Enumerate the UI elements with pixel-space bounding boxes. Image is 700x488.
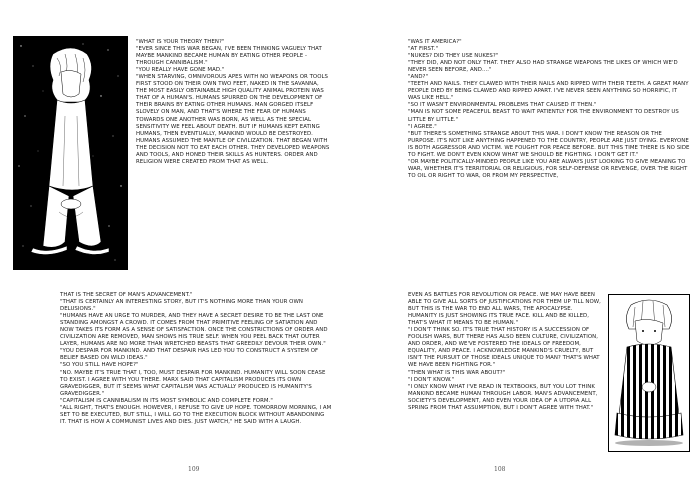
right-lower-text-block xyxy=(408,292,602,412)
paragraph: EVEN AS BATTLES FOR REVOLUTION OR PEACE. WE MAY HAVE BEEN ABLE TO GIVE ALL SORTS OF JUSTIFICATIONS FOR THEM UP TILL NOW, BUT THIS IS THE WAR TO END ALL WARS, THE APOCALYPSE. HUMANITY IS JUST SHOWING ITS TRUE FACE. KILL AND BE KILLED, THAT'S WHAT IT MEANS TO BE HUMAN." xyxy=(408,292,601,327)
paragraph: "AT FIRST." xyxy=(408,46,439,53)
paragraph: "WHAT IS YOUR THEORY THEN?" xyxy=(136,39,225,45)
left-lower-text-block xyxy=(60,292,332,426)
illustration-panel-prisoner xyxy=(608,294,690,452)
paragraph: "ALL RIGHT, THAT'S ENOUGH. HOWEVER, I REFUSE TO GIVE UP HOPE. TOMORROW MORNING, I AM SET TO BE EXECUTED, BUT STILL, I WILL GO TO THE EXECUTION BLOCK WITHOUT ABANDONING IT. THAT IS HOW A COMMUNIST LIVES AND DIES. JUST WATCH," HE SAID WITH A LAUGH. xyxy=(60,404,332,425)
paragraph: "THAT IS CERTAINLY AN INTERESTING STORY, BUT IT'S NOTHING MORE THAN YOUR OWN DELUSIONS." xyxy=(60,299,303,313)
paragraph: "THEN WHAT IS THIS WAR ABOUT?" xyxy=(408,369,506,376)
paragraph: "SO YOU STILL HAVE HOPE?" xyxy=(60,362,139,369)
left-upper-text-block xyxy=(136,39,330,166)
paragraph: "OR MAYBE POLITICALLY-MINDED PEOPLE LIKE YOU ARE ALWAYS JUST LOOKING TO GIVE MEANING TO WAR, WHETHER IT'S TERRITORIAL OR RELIGIOUS, FOR SELF-DEFENSE OR REVENGE, OVER THE RIGHT TO OIL OR RIGHT TO WAR, OR FROM MY PERSPECTIVE, xyxy=(408,158,688,179)
paragraph: "TEETH AND NAILS. THEY CLAWED WITH THEIR NAILS AND RIPPED WITH THEIR TEETH. A GREAT MANY PEOPLE DIED BY BEING CLAWED AND RIPPED APART. I'VE NEVER SEEN ANYTHING SO HORRIFIC, IT WAS LIKE HELL." xyxy=(408,81,689,102)
boy-sitting-illustration xyxy=(13,36,128,270)
paragraph: "I DON'T KNOW." xyxy=(408,376,455,383)
paragraph: "NO. MAYBE IT'S TRUE THAT I, TOO, MUST DESPAIR FOR MANKIND. HUMANITY WILL SOON CEASE TO EXIST. I AGREE WITH YOU THERE. MARX SAID THAT CAPITALISM PRODUCES ITS OWN GRAVEDIGGER, BUT IT SEEMS WHAT CAPITALISM WAS ACTUALLY PRODUCED IS HUMANITY'S GRAVEDIGGER." xyxy=(60,369,326,397)
paragraph: "YOU DESPAIR FOR MANKIND. AND THAT DESPAIR HAS LED YOU TO CONSTRUCT A SYSTEM OF BELIEF BASED ON WILD IDEAS." xyxy=(60,348,319,362)
page-number-right: 108 xyxy=(494,466,506,473)
paragraph: "HUMANS HAVE AN URGE TO MURDER, AND THEY HAVE A SECRET DESIRE TO BE THE LAST ONE STANDING AMONGST A CROWD. IT COMES FROM THAT PRIMITIVE FEELING OF SATIATION AND NOW TAKES ITS FORM AS A SENSE OF SATISFACTION. ONCE THE CONSTRICTIONS OF ORDER AND CIVILIZATION ARE REMOVED, MAN SHOWS HIS TRUE SELF. WHEN YOU PEEL BACK THAT OUTER LAYER, HUMANS ARE NO MORE THAN WRETCHED BEASTS THAT GREEDILY DEVOUR THEIR OWN." xyxy=(60,313,328,348)
prisoner-kneeling-illustration xyxy=(609,295,689,451)
paragraph: "I ONLY KNOW WHAT I'VE READ IN TEXTBOOKS, BUT YOU LOT THINK MANKIND BECAME HUMAN THROUGH LABOR. MAN'S ADVANCEMENT, SOCIETY'S DEVELOPMENT, AND EVEN YOUR IDEA OF A UTOPIA ALL SPRING FROM THAT ASSUMPTION, BUT I DON'T AGREE WITH THAT." xyxy=(408,383,598,411)
paragraph: "EVER SINCE THIS WAR BEGAN, I'VE BEEN THINKING VAGUELY THAT MAYBE MANKIND BECAME HUMAN BY EATING OTHER PEOPLE - THROUGH CANNIBALISM." xyxy=(136,46,322,67)
right-page xyxy=(350,0,700,488)
paragraph: THAT IS THE SECRET OF MAN'S ADVANCEMENT." xyxy=(60,292,193,298)
paragraph: "WHEN STARVING, OMNIVOROUS APES WITH NO WEAPONS OR TOOLS FIRST STOOD ON THEIR OWN TWO FEET, NAKED IN THE SAVANNA, THE MOST EASILY OBTAINABLE HIGH QUALITY ANIMAL PROTEIN WAS THAT OF A HUMAN'S. HUMANS SPURRED ON THE DEVELOPMENT OF THEIR BRAINS BY EATING OTHER HUMANS. MAN GORGED ITSELF SLOVELY ON MAN, AND THAT'S WHERE THE FEAR OF HUMANS TOWARDS ONE ANOTHER WAS BORN, AS WELL AS THE SPECIAL SENSITIVITY WE FEEL ABOUT DEATH. BUT IF HUMANS KEPT EATING HUMANS, THEN EVENTUALLY, MANKIND WOULD BE DESTROYED. HUMANS ASSUMED THE MANTLE OF CIVILIZATION. THAT BEGAN WITH THE DECISION NOT TO EAT EACH OTHER. THEY DEVELOPED WEAPONS AND TOOLS, AND HONED THEIR SKILLS AS HUNTERS. ORDER AND RELIGION WERE CREATED FROM THAT AS WELL. xyxy=(136,74,330,165)
paragraph: "MAN IS NOT SOME PEACEFUL BEAST TO WAIT PATIENTLY FOR THE ENVIRONMENT TO DESTROY US LITTLE BY LITTLE." xyxy=(408,109,679,123)
paragraph: "WAS IT AMERICA?" xyxy=(408,39,462,45)
paragraph: "YOU REALLY HAVE GONE MAD." xyxy=(136,67,225,74)
paragraph: "SO IT WASN'T ENVIRONMENTAL PROBLEMS THAT CAUSED IT THEN." xyxy=(408,102,597,109)
paragraph: "NUKES? DID THEY USE NUKES?" xyxy=(408,53,499,60)
paragraph: "AND?" xyxy=(408,74,428,81)
paragraph: "THEY DID, AND NOT ONLY THAT. THEY ALSO HAD STRANGE WEAPONS THE LIKES OF WHICH WE'D NEVER SEEN BEFORE, AND...." xyxy=(408,60,678,74)
page-number-left: 109 xyxy=(188,466,200,473)
right-upper-text-block xyxy=(408,39,690,180)
paragraph: "CAPITALISM IS CANNIBALISM IN ITS MOST SYMBOLIC AND COMPLETE FORM." xyxy=(60,397,273,404)
paragraph: "I DON'T THINK SO. IT'S TRUE THAT HISTORY IS A SUCCESSION OF FOOLISH WARS, BUT THERE HAS ALSO BEEN CULTURE, CIVILIZATION, AND ORDER, AND WE'VE FOSTERED THE IDEALS OF FREEDOM, EQUALITY, AND PEACE. I ACKNOWLEDGE MANKIND'S CRUELTY, BUT ISN'T THE PURSUIT OF THOSE IDEALS UNIQUE TO MAN? THAT'S WHAT WE HAVE BEEN FIGHTING FOR." xyxy=(408,327,600,369)
illustration-panel-stars xyxy=(13,36,128,270)
paragraph: "BUT THERE'S SOMETHING STRANGE ABOUT THIS WAR. I DON'T KNOW THE REASON OR THE PURPOSE. IT'S NOT LIKE ANYTHING HAPPENED TO THE COUNTRY, PEOPLE ARE JUST DYING. EVERYONE IS BOTH AGGRESSOR AND VICTIM. WE FOUGHT FOR PEACE BEFORE. BUT THIS TIME THERE IS NO SIDE TO FIGHT. WE DON'T EVEN KNOW WHAT WE SHOULD BE FIGHTING. I DON'T GET IT." xyxy=(408,130,690,158)
paragraph: "I AGREE." xyxy=(408,123,437,130)
